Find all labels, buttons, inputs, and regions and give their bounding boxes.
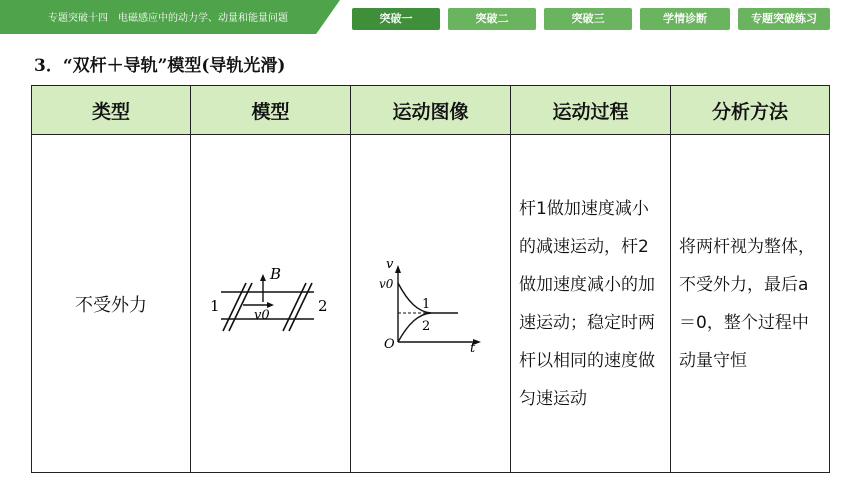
header-motion-process: 运动过程 (511, 86, 671, 135)
header-type: 类型 (32, 86, 191, 135)
v0-label: v0 (253, 307, 270, 323)
cell-analysis-method: 将两杆视为整体，不受外力，最后a＝0，整个过程中动量守恒 (671, 135, 830, 473)
rod-2-right (289, 283, 312, 331)
chapter-title: 专题突破十四 电磁感应中的动力学、动量和能量问题 (48, 13, 288, 24)
double-rod-rail-diagram (206, 257, 336, 347)
cell-type: 不受外力 (32, 135, 191, 473)
rod-1-label: 1 (209, 296, 220, 315)
top-bar (0, 0, 860, 36)
header-model: 模型 (191, 86, 351, 135)
curve-1-label: 1 (421, 296, 430, 312)
cell-motion-process: 杆1做加速度减小的减速运动，杆2做加速度减小的加速运动；稳定时两杆以相同的速度做匀速运动 (511, 135, 671, 473)
model-table (31, 85, 830, 473)
tab-diagnosis[interactable]: 学情诊断 (640, 8, 730, 30)
table-row (32, 135, 830, 473)
rod-2-label: 2 (317, 296, 328, 315)
rod-2-left (283, 283, 306, 331)
v-label: v (385, 256, 393, 272)
v-axis-arrowhead (395, 265, 401, 273)
cell-model (191, 135, 351, 473)
rod-1-left (223, 283, 246, 331)
table-header-row (32, 86, 830, 135)
header-analysis-method: 分析方法 (671, 86, 830, 135)
cell-motion-graph (351, 135, 511, 473)
velocity-time-graph (376, 252, 486, 352)
t-label: t (469, 340, 475, 352)
v0-label: v0 (378, 276, 393, 291)
section-heading: 3．“双杆＋导轨”模型(导轨光滑) (34, 56, 286, 76)
origin-label: O (383, 336, 395, 352)
rod-1-right (229, 283, 252, 331)
tab-breakthrough-3[interactable]: 突破三 (544, 8, 632, 30)
tab-breakthrough-2[interactable]: 突破二 (448, 8, 536, 30)
b-field-arrowhead (260, 274, 266, 281)
curve-2-label: 2 (421, 318, 430, 334)
tab-practice[interactable]: 专题突破练习 (738, 8, 830, 30)
header-motion-graph: 运动图像 (351, 86, 511, 135)
b-label: B (269, 264, 281, 283)
tab-breakthrough-1[interactable]: 突破一 (352, 8, 440, 30)
